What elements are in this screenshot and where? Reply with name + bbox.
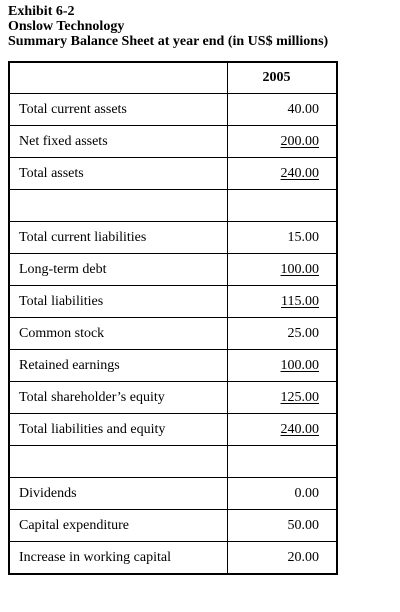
row-value-cell [228,414,338,446]
row-value: 15.00 [287,229,319,245]
exhibit-number: Exhibit 6-2 [8,4,75,19]
row-label: Dividends [9,478,228,510]
table-row [9,510,337,542]
balance-sheet-table [8,61,338,575]
row-value-cell [228,158,338,190]
row-value: 20.00 [287,549,319,565]
row-label: Retained earnings [9,350,228,382]
table-row [9,222,337,254]
row-label: Capital expenditure [9,510,228,542]
row-label: Total liabilities and equity [9,414,228,446]
row-value: 40.00 [287,101,319,117]
row-value-cell [228,382,338,414]
exhibit-header [8,4,398,49]
row-value-cell [228,190,338,222]
spacer-row [9,446,337,478]
row-value: 25.00 [287,325,319,341]
company-name: Onslow Technology [8,19,125,34]
year-header: 2005 [228,62,338,94]
table-row [9,286,337,318]
row-value-cell [228,542,338,575]
row-value-cell [228,286,338,318]
row-label: Net fixed assets [9,126,228,158]
row-value: 115.00 [281,293,319,309]
row-value: 240.00 [280,165,319,181]
row-value-cell [228,446,338,478]
table-header-row [9,62,337,94]
row-value-cell [228,350,338,382]
row-label: Total assets [9,158,228,190]
row-value-cell [228,478,338,510]
table-row [9,382,337,414]
row-value: 0.00 [294,485,319,501]
row-value: 125.00 [280,389,319,405]
row-value-cell [228,254,338,286]
table-row [9,158,337,190]
header-label-cell [9,62,228,94]
table-row [9,350,337,382]
table-row [9,414,337,446]
row-value-cell [228,318,338,350]
row-label: Common stock [9,318,228,350]
row-value-cell [228,222,338,254]
row-value-cell [228,510,338,542]
row-label: Total shareholder’s equity [9,382,228,414]
table-row [9,478,337,510]
exhibit-title: Summary Balance Sheet at year end (in US$ millions) [8,34,329,49]
row-label: Total current liabilities [9,222,228,254]
row-value-cell [228,94,338,126]
row-label: Total current assets [9,94,228,126]
row-value-cell [228,126,338,158]
row-label: Total liabilities [9,286,228,318]
table-row [9,94,337,126]
table-row [9,318,337,350]
row-value: 100.00 [280,261,319,277]
row-label [9,446,228,478]
table-row [9,126,337,158]
row-value: 100.00 [280,357,319,373]
row-label [9,190,228,222]
table-row [9,254,337,286]
row-value: 240.00 [280,421,319,437]
row-value: 200.00 [280,133,319,149]
row-label: Long-term debt [9,254,228,286]
row-value: 50.00 [287,517,319,533]
table-row [9,542,337,575]
row-label: Increase in working capital [9,542,228,575]
spacer-row [9,190,337,222]
